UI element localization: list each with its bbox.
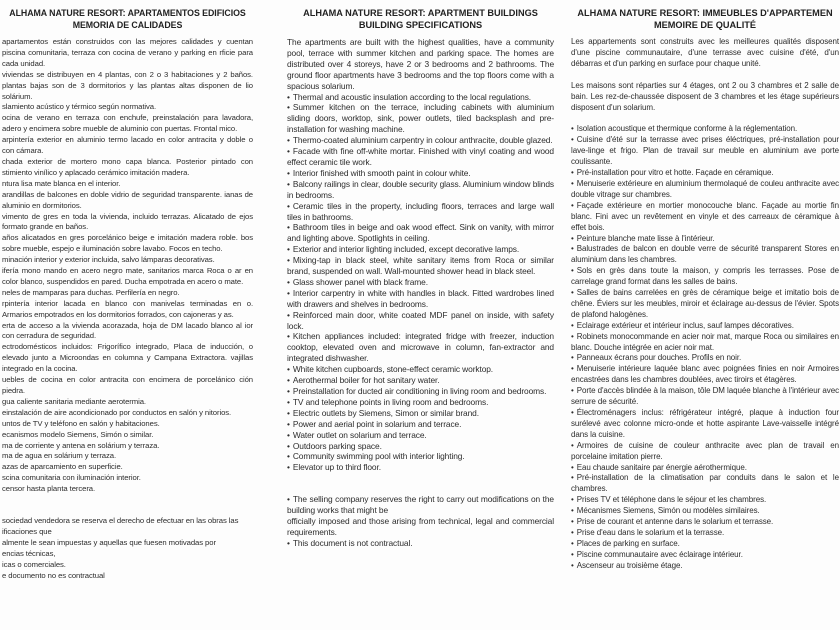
column-spanish — [2, 7, 253, 582]
french-title-line1: ALHAMA NATURE RESORT: IMMEUBLES D'APPARTEMEN — [577, 8, 833, 18]
bullet-icon: • — [287, 494, 290, 505]
spec-paragraph — [2, 484, 253, 495]
spec-paragraph — [287, 92, 554, 103]
spec-paragraph-text: Outdoors parking space. — [292, 440, 382, 451]
bullet-icon: • — [287, 396, 290, 407]
column-french — [571, 7, 839, 572]
spec-paragraph — [571, 288, 839, 321]
spec-paragraph — [287, 375, 554, 386]
spec-paragraph — [287, 37, 554, 92]
bullet-icon: • — [571, 331, 574, 341]
spec-paragraph-text: Sols en grès dans toute la maison, y compris les terrasses. Pose de carrelage grand format dans les salles de bains. — [571, 266, 839, 287]
spec-paragraph — [287, 288, 554, 310]
spec-paragraph — [2, 179, 253, 190]
bullet-icon: • — [571, 386, 574, 396]
spec-paragraph-text: officially imposed and those arising from technical, legal and commercial requirements. — [287, 516, 554, 537]
spec-paragraph — [2, 560, 253, 571]
bullet-icon: • — [571, 353, 574, 363]
spec-paragraph-text: einstalación de aire acondicionado por conductos en salón y nitorios. — [2, 407, 232, 417]
spec-paragraph — [2, 527, 253, 538]
bullet-icon: • — [571, 168, 574, 178]
spec-paragraph — [2, 408, 253, 419]
spec-paragraph-text: The apartments are built with the highest qualities, have a community pool, terrace with summer kitchen and parking space. The homes are distributed over 4 storeys, have 2 or 3 bedrooms and 2 bathrooms. The ground floor apartments have 3 bedrooms and the top floors come with a spacious solarium. — [287, 37, 554, 91]
bullet-icon: • — [287, 146, 290, 157]
bullet-icon: • — [287, 222, 290, 233]
bullet-icon: • — [287, 276, 290, 287]
spec-paragraph-text: Robinets monocommande en acier noir mat, marque Roca ou similaires en blanc. Douche intégrée en acier noir mat. — [571, 331, 839, 352]
spec-paragraph-text: Ascenseur au troisième étage. — [576, 560, 683, 570]
spec-paragraph-text: Thermal and acoustic insulation according to the local regulations. — [292, 91, 532, 102]
spec-paragraph-text: Electric outlets by Siemens, Simon or similar brand. — [292, 407, 479, 418]
spec-paragraph — [2, 549, 253, 560]
spec-paragraph — [287, 102, 554, 135]
spanish-title — [2, 7, 253, 31]
bullet-icon: • — [287, 309, 290, 320]
spec-paragraph — [287, 386, 554, 397]
spec-paragraph — [571, 364, 839, 386]
spec-paragraph-text: Prise de courant et antenne dans le solarium et terrasse. — [576, 517, 774, 527]
bullet-icon: • — [287, 167, 290, 178]
spec-paragraph-text: Peinture blanche mate lisse à l'intérieur. — [576, 233, 715, 243]
spec-paragraph — [287, 430, 554, 441]
spec-paragraph-text: Prise d'eau dans le solarium et la terrasse. — [576, 527, 725, 537]
bullet-icon: • — [287, 462, 290, 473]
spec-paragraph — [2, 571, 253, 582]
spec-paragraph-text: Prises TV et téléphone dans le séjour et les chambres. — [576, 495, 767, 505]
spec-paragraph — [2, 397, 253, 408]
bullet-icon: • — [287, 287, 290, 298]
bullet-icon: • — [287, 200, 290, 211]
spec-paragraph — [571, 539, 839, 550]
bullet-icon: • — [571, 506, 574, 516]
spec-paragraph — [2, 375, 253, 397]
spec-paragraph-text: vimento de gres en toda la vivienda, incluido terrazas. Alicatado de ejos formato grande en baños. — [2, 211, 253, 232]
spec-paragraph — [571, 234, 839, 245]
spec-paragraph-text: Pré-installation de la climatisation par conduits dans le salon et le chambres. — [571, 473, 839, 494]
spec-paragraph — [287, 441, 554, 452]
spec-paragraph-text: viviendas se distribuyen en 4 plantas, con 2 o 3 habitaciones y 2 baños. plantas bajas son de 3 dormitorios y las plantas altas disponen de lio solárium. — [2, 69, 253, 101]
spec-paragraph — [287, 277, 554, 288]
bullet-icon: • — [287, 102, 290, 113]
spec-paragraph — [2, 441, 253, 452]
spec-paragraph-text: ocina de verano en terraza con enchufe, preinstalación para lavadora, adero y encimera sobre mueble de aluminio con puertas. Frontal mico. — [2, 113, 253, 134]
bullet-icon: • — [571, 124, 574, 134]
english-title-line1: ALHAMA NATURE RESORT: APARTMENT BUILDINGS — [303, 8, 538, 18]
spec-paragraph-text: Panneaux écrans pour douches. Profils en noir. — [576, 353, 742, 363]
spec-paragraph-text: Summer kitchen on the terrace, including cabinets with aluminium sliding doors, worktop, sink, power outlets, tiled backsplash and pre-installation for washing machine. — [287, 102, 554, 135]
spec-paragraph-text: almente le sean impuestas y aquellas que fuesen motivadas por — [2, 537, 216, 547]
spec-paragraph — [2, 321, 253, 343]
spec-paragraph-text: chada exterior de mortero mono capa blanca. Posterior pintado con stimiento vinílico y aplacado cerámico imitación madera. — [2, 156, 253, 177]
spec-paragraph — [571, 473, 839, 495]
spec-paragraph — [571, 550, 839, 561]
bullet-icon: • — [571, 135, 574, 145]
spec-paragraph — [2, 342, 253, 375]
french-title-line2: MEMOIRE DE QUALITÉ — [653, 20, 757, 30]
spec-paragraph — [571, 321, 839, 332]
spec-paragraph — [2, 37, 253, 70]
spec-paragraph-text: Salles de bains carrelées en grès de céramique beige et imitatio bois de chêne. Éviers sur les meubles, miroir et éclairage au-dessus de l'évier. Spots de plafond halogènes. — [571, 288, 839, 319]
bullet-icon: • — [571, 178, 574, 188]
spec-paragraph-text: Cuisine d'été sur la terrasse avec prises éléctriques, pré-installation pour lave-linge et frigo. Plan de travail sur meuble en aluminium ave porte coulissante. — [571, 135, 839, 167]
spec-paragraph-text: Preinstallation for ducted air conditioning in living room and bedrooms. — [292, 386, 547, 396]
spec-paragraph-text: TV and telephone points in living room and bedrooms. — [292, 396, 489, 407]
spec-paragraph — [287, 516, 554, 538]
spec-paragraph — [571, 441, 839, 463]
spec-paragraph-text: untos de TV y teléfono en salón y habitaciones. — [2, 418, 160, 428]
spec-paragraph — [571, 408, 839, 441]
spec-paragraph-text: Aerothermal boiler for hot sanitary water. — [292, 375, 440, 386]
english-title-line2: BUILDING SPECIFICATIONS — [358, 20, 483, 30]
bullet-icon: • — [571, 364, 574, 374]
spec-paragraph-text: slamiento acústico y térmico según normativa. — [2, 102, 157, 112]
spec-paragraph-text: e documento no es contractual — [2, 570, 105, 580]
bullet-icon: • — [571, 233, 574, 243]
bullet-icon: • — [287, 364, 290, 375]
spec-paragraph — [2, 516, 253, 527]
spec-paragraph-text: erta de acceso a la vivienda acorazada, hoja de DM lacado blanco al ior con cerradura de seguridad. — [2, 320, 253, 341]
spec-paragraph-text: Water outlet on solarium and terrace. — [292, 429, 427, 440]
spec-paragraph-text: Les appartements sont construits avec les meilleures qualités disposent d'une piscine communautaire, d'une terrasse avec cuisine d'été, d'un débarras et d'un parking en surface pour chaque unité. — [571, 37, 839, 68]
spec-paragraph — [287, 222, 554, 244]
spec-paragraph — [287, 397, 554, 408]
spec-paragraph-text: scina comunitaria con iluminación interior. — [2, 473, 141, 483]
spec-paragraph — [571, 506, 839, 517]
english-title — [287, 7, 554, 31]
spec-paragraph-text: This document is not contractual. — [292, 537, 413, 548]
bullet-icon: • — [571, 549, 574, 559]
spec-paragraph-text: años alicatados en gres porcelánico beige e imitación madera roble. bos sobre mueble, espejo e iluminación sobre lavabo. Focos en techo. — [2, 233, 253, 254]
bullet-icon: • — [571, 538, 574, 548]
spec-paragraph-text: Bathroom tiles in beige and oak wood effect. Sink on vanity, with mirror and lighting above. Spotlights in ceiling. — [287, 222, 554, 244]
spec-paragraph-text: uebles de cocina en color antracita con encimera de porcelánico ción piedra. — [2, 375, 253, 395]
bullet-icon: • — [287, 91, 290, 102]
spec-paragraph-text: azas de aparcamiento en superficie. — [2, 462, 123, 472]
spec-paragraph-text: Mécanismes Siemens, Simón ou modèles similaires. — [576, 506, 760, 516]
spec-paragraph-text: ifería mono mando en acero negro mate, sanitarios marca Roca o ar en color blanco, suspendidos en pared. Ducha empotrada en acero o mate. — [2, 266, 253, 286]
bullet-icon: • — [287, 135, 290, 146]
spec-paragraph — [2, 266, 253, 288]
spec-paragraph-text: ma de corriente y antena en solárium y terraza. — [2, 440, 160, 450]
spec-paragraph — [2, 102, 253, 113]
spec-paragraph — [287, 255, 554, 277]
spec-paragraph-text: ecanismos modelo Siemens, Simón o similar. — [2, 429, 154, 439]
spec-paragraph — [2, 419, 253, 430]
spec-paragraph — [2, 451, 253, 462]
bullet-icon: • — [571, 288, 574, 298]
bullet-icon: • — [571, 495, 574, 505]
spec-paragraph — [571, 463, 839, 474]
spec-paragraph — [2, 212, 253, 234]
spec-paragraph-text: Facade with fine off-white mortar. Finished with vinyl coating and wood effect ceramic tile work. — [287, 146, 554, 167]
spec-paragraph-text: The selling company reserves the right to carry out modifications on the building works that might be — [287, 494, 554, 516]
bullet-icon: • — [287, 440, 290, 451]
spec-paragraph — [571, 135, 839, 168]
spec-paragraph-text: Places de parking en surface. — [576, 538, 680, 548]
spec-paragraph-text: Interior finished with smooth paint in colour white. — [292, 167, 471, 178]
bullet-icon: • — [571, 527, 574, 537]
spec-paragraph-text: Glass shower panel with black frame. — [292, 276, 428, 287]
spec-paragraph — [2, 157, 253, 179]
bullet-icon: • — [287, 418, 290, 429]
spec-paragraph — [2, 430, 253, 441]
spec-paragraph-text: icas o comerciales. — [2, 559, 66, 569]
bullet-icon: • — [571, 408, 574, 417]
spec-paragraph-text: Façade extérieure en mortier monocouche blanc. Façade au mortie fin blanc. Fini avec un revêtement en vinyle et des carreaux de céramique à effet bois. — [571, 200, 839, 232]
french-title — [571, 7, 839, 31]
spec-paragraph — [2, 538, 253, 549]
bullet-icon: • — [571, 517, 574, 527]
spec-paragraph — [2, 135, 253, 157]
spec-paragraph-text: Mixing-tap in black steel, white sanitary items from Roca or similar brand, suspended on wall. Wall-mounted shower head in black steel. — [287, 255, 554, 277]
bullet-icon: • — [287, 375, 290, 386]
spec-paragraph-text: Ceramic tiles in the property, including floors, terraces and large wall tiles in bathrooms. — [287, 200, 554, 222]
spec-paragraph — [287, 538, 554, 549]
spec-paragraph-text: Électroménagers inclus: réfrigérateur intégré, plaque à induction four surélevé avec colonne micro-onde et hotte aspirante Lave-vaisselle intégré dans la cuisine. — [571, 408, 839, 439]
spec-paragraph-text: Exterior and interior lighting included, except decorative lamps. — [292, 244, 520, 255]
spec-paragraph-text: ntura lisa mate blanca en el interior. — [2, 178, 121, 188]
bullet-icon: • — [287, 255, 290, 266]
spec-paragraph — [571, 528, 839, 539]
spec-paragraph-text: Reinforced main door, white coated MDF panel on inside, with safety lock. — [287, 309, 554, 331]
spanish-title-line1: ALHAMA NATURE RESORT: APARTAMENTOS EDIFICIOS — [9, 8, 246, 18]
spec-paragraph-text: Les maisons sont réparties sur 4 étages, ont 2 ou 3 chambres et 2 salle de bain. Les rez-de-chaussée disposent de 3 chambres et les étage supérieurs disposent d'un solarium. — [571, 80, 839, 112]
spec-paragraph — [571, 332, 839, 354]
spec-paragraph — [287, 451, 554, 462]
bullet-icon: • — [571, 320, 574, 330]
bullet-icon: • — [287, 451, 290, 462]
spec-paragraph — [571, 124, 839, 135]
spec-paragraph-text: ma de agua en solárium y terraza. — [2, 451, 117, 461]
spec-paragraph-text: arpintería exterior en aluminio termo lacado en color antracita y doble o con cámara. — [2, 135, 253, 156]
spec-paragraph — [287, 310, 554, 332]
column-english — [287, 7, 554, 549]
spec-paragraph-text: minación interior y exterior incluida, salvo lámparas decorativas. — [2, 255, 215, 265]
spec-paragraph-text: neles de mamparas para duchas. Perfilería en negro. — [2, 287, 180, 297]
spec-paragraph-text: gua caliente sanitaria mediante aerotermia. — [2, 396, 146, 406]
bullet-icon: • — [571, 440, 574, 450]
bullet-icon: • — [571, 462, 574, 472]
spec-paragraph-text: Interior carpentry in white with handles in black. Fitted wardrobes lined with drawers and shelves in bedrooms. — [287, 287, 554, 309]
spec-paragraph — [571, 81, 839, 114]
french-body — [571, 37, 839, 572]
spec-paragraph — [571, 517, 839, 528]
bullet-icon: • — [571, 200, 574, 210]
spec-paragraph — [2, 233, 253, 255]
spec-paragraph — [2, 70, 253, 103]
spec-paragraph — [287, 135, 554, 146]
spec-paragraph — [2, 473, 253, 484]
spec-paragraph-text: Menuiserie extérieure en aluminium thermolaqué de couleu anthracite avec double vitrage sur chambres. — [571, 178, 839, 199]
spec-paragraph — [287, 408, 554, 419]
bullet-icon: • — [571, 244, 574, 254]
bullet-icon: • — [571, 473, 574, 483]
spec-paragraph-text: Power and aerial point in solarium and terrace. — [292, 418, 462, 429]
bullet-icon: • — [287, 178, 290, 189]
spec-paragraph-text: Pré-installation pour vitro et hotte. Façade en céramique. — [576, 168, 774, 178]
spec-paragraph-text: arandillas de balcones en doble vidrio de seguridad transparente. ianas de aluminio en dormitorios. — [2, 189, 253, 210]
spec-paragraph — [287, 146, 554, 168]
spec-paragraph-text: Menuiserie intérieure laquée blanc avec poignées finies en noir Armoires encastrées dans les chambres doublées, avec tiroirs et étagères. — [571, 364, 839, 385]
spec-paragraph — [2, 462, 253, 473]
spec-paragraph — [571, 37, 839, 70]
spec-paragraph-text: ificaciones que — [2, 526, 52, 536]
bullet-icon: • — [287, 331, 290, 342]
spec-paragraph-text: sociedad vendedora se reserva el derecho de efectuar en las obras las — [2, 516, 239, 526]
spec-paragraph — [287, 494, 554, 516]
spec-paragraph — [287, 419, 554, 430]
spec-paragraph-text: encias técnicas, — [2, 548, 56, 558]
spec-paragraph-text: censor hasta planta tercera. — [2, 484, 96, 494]
spec-paragraph — [2, 299, 253, 321]
spec-paragraph-text: Thermo-coated aluminium carpentry in colour anthracite, double glazed. — [292, 135, 553, 146]
spec-paragraph — [571, 353, 839, 364]
bullet-icon: • — [287, 244, 290, 255]
spec-paragraph-text: Isolation acoustique et thermique conforme à la réglementation. — [576, 124, 798, 134]
spec-paragraph — [571, 201, 839, 234]
spec-paragraph — [571, 244, 839, 266]
spec-paragraph — [287, 462, 554, 473]
spec-paragraph — [571, 266, 839, 288]
spec-paragraph — [287, 331, 554, 364]
bullet-icon: • — [287, 537, 290, 548]
english-body — [287, 37, 554, 549]
spec-paragraph-text: Balcony railings in clear, double security glass. Aluminium window blinds in bedrooms. — [287, 178, 554, 200]
spec-paragraph — [571, 561, 839, 572]
spec-paragraph-text: rpintería interior lacada en blanco con manivelas terminadas en o. Armarios empotrados en los dormitorios forrados, con cajoneras y as. — [2, 298, 253, 319]
spanish-body — [2, 37, 253, 582]
spec-paragraph — [2, 288, 253, 299]
spec-paragraph-text: Porte d'accès blindée à la maison, tôle DM laquée blanche à l'intérieur avec serrure de sécurité. — [571, 386, 839, 407]
spec-paragraph-text: Eclairage extérieur et intérieur inclus, sauf lampes décoratives. — [576, 320, 794, 330]
bullet-icon: • — [571, 266, 574, 276]
bullet-icon: • — [287, 429, 290, 440]
spec-paragraph — [287, 244, 554, 255]
spec-paragraph — [287, 179, 554, 201]
spec-paragraph-text: White kitchen cupboards, stone-effect ceramic worktop. — [292, 364, 494, 375]
spec-paragraph — [2, 190, 253, 212]
spec-paragraph-text: Armoires de cuisine de couleur anthracite avec plan de travail en porcelaine imitation pierre. — [571, 440, 839, 461]
spec-paragraph — [287, 168, 554, 179]
spec-paragraph-text: Elevator up to third floor. — [292, 462, 381, 473]
bullet-icon: • — [287, 407, 290, 418]
spec-paragraph — [2, 255, 253, 266]
spec-paragraph-text: ectrodomésticos incluidos: Frigorífico integrado, Placa de inducción, o elevado junto a Microondas en columna y Campana Extractora. vajillas integrado en la cocina. — [2, 342, 253, 374]
spec-paragraph — [287, 364, 554, 375]
spec-paragraph — [571, 386, 839, 408]
bullet-icon: • — [571, 560, 574, 570]
spec-paragraph-text: Balustrades de balcon en double verre de sécurité transparent Stores en aluminium dans les chambres. — [571, 244, 839, 265]
spec-paragraph — [287, 201, 554, 223]
spec-paragraph — [2, 113, 253, 135]
spec-paragraph — [571, 495, 839, 506]
spec-paragraph — [571, 179, 839, 201]
bullet-icon: • — [287, 386, 290, 396]
spec-paragraph-text: Community swimming pool with interior lighting. — [292, 451, 465, 462]
spec-paragraph — [571, 168, 839, 179]
spanish-title-line2: MEMORIA DE CALIDADES — [72, 20, 183, 30]
spec-paragraph-text: Piscine communautaire avec éclairage intérieur. — [576, 549, 743, 559]
spec-paragraph-text: Kitchen appliances included: integrated fridge with freezer, induction cooktop, elevated oven and microwave in column, fan-extractor and integrated dishwasher. — [287, 331, 554, 364]
spec-paragraph-text: apartamentos están construidos con las mejores calidades y cuentan piscina comunitaria, terraza con cocina de verano y parking en rficie para cada unidad. — [2, 37, 253, 68]
spec-paragraph-text: Eau chaude sanitaire par énergie aérothermique. — [576, 462, 747, 472]
